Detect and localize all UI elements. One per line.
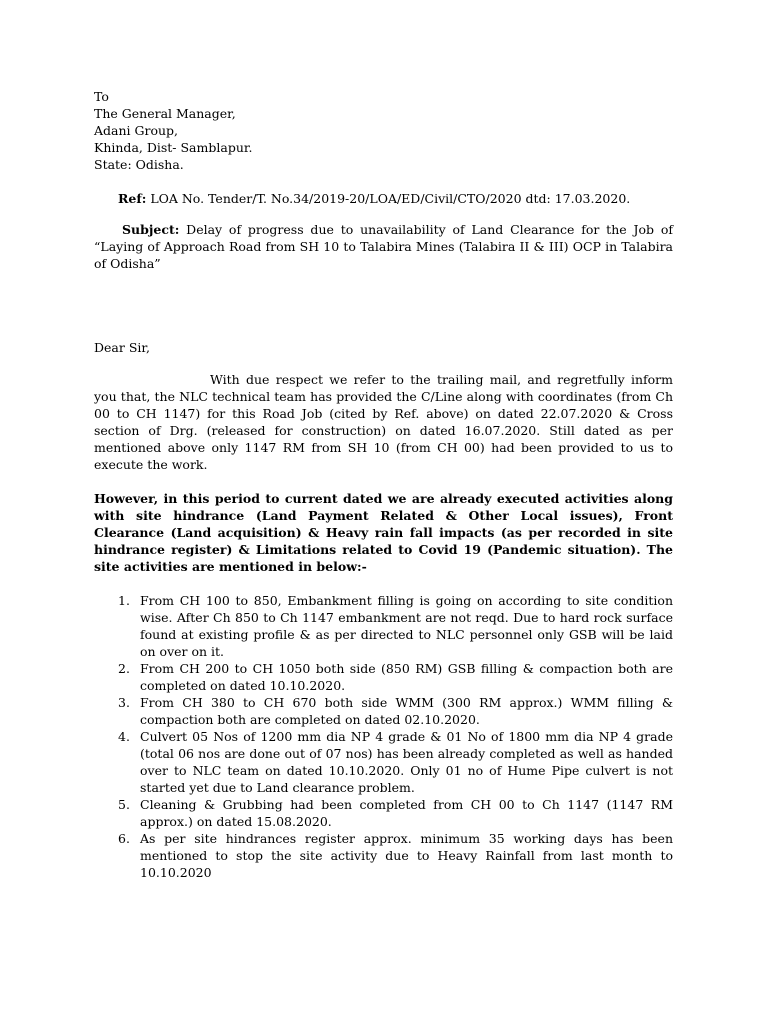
recipient-address — [94, 88, 252, 173]
subject-label: Subject: — [122, 222, 180, 237]
list-item-text: Cleaning & Grubbing had been completed from CH 00 to Ch 1147 (1147 RM approx.) on dated 15.08.2020. — [140, 797, 673, 829]
list-item-text: From CH 100 to 850, Embankment filling is going on according to site condition wise. After Ch 850 to Ch 1147 embankment are not reqd. Due to hard rock surface found at existing profile & as per directed to NLC personnel only GSB will be laid on over on it. — [140, 593, 673, 659]
list-item — [94, 728, 673, 796]
address-line-3: Khinda, Dist- Samblapur. — [94, 140, 253, 155]
list-item — [94, 830, 673, 881]
list-item-number: 4. — [118, 729, 130, 744]
reference-line — [118, 190, 630, 207]
subject-text: Delay of progress due to unavailability of Land Clearance for the Job of “Laying of Approach Road from SH 10 to Talabira Mines (Talabira II & III) OCP in Talabira of Odisha” — [94, 222, 673, 271]
list-item-text: From CH 200 to CH 1050 both side (850 RM) GSB filling & compaction both are completed on dated 10.10.2020. — [140, 661, 673, 693]
list-item-text: As per site hindrances register approx. minimum 35 working days has been mentioned to stop the site activity due to Heavy Rainfall from last month to 10.10.2020 — [140, 831, 673, 880]
list-item-text: Culvert 05 Nos of 1200 mm dia NP 4 grade & 01 No of 1800 mm dia NP 4 grade (total 06 nos are done out of 07 nos) has been already completed as well as handed over to NLC team on dated 10.10.2020. Only 01 no of Hume Pipe culvert is not started yet due to Land clearance problem. — [140, 729, 673, 795]
salutation: Dear Sir, — [94, 340, 150, 355]
body-paragraph-2: However, in this period to current dated we are already executed activities along with site hindrance (Land Payment Related & Other Local issues), Front Clearance (Land acquisition) & Heavy rain fall impacts (as per recorded in site hindrance register) & Limitations related to Covid 19 (Pandemic situation). The site activities are mentioned in below:- — [94, 491, 673, 574]
reference-label: Ref: — [118, 191, 147, 206]
body-paragraph-1 — [94, 371, 673, 473]
list-item-number: 5. — [118, 797, 130, 812]
address-to: To — [94, 89, 109, 104]
list-item-number: 1. — [118, 593, 130, 608]
list-item-text: From CH 380 to CH 670 both side WMM (300 RM approx.) WMM filling & compaction both are completed on dated 02.10.2020. — [140, 695, 673, 727]
address-line-1: The General Manager, — [94, 106, 236, 121]
list-item — [94, 592, 673, 660]
list-item — [94, 796, 673, 830]
list-item-number: 2. — [118, 661, 130, 676]
subject-block — [94, 221, 673, 272]
list-item-number: 3. — [118, 695, 130, 710]
reference-text: LOA No. Tender/T. No.34/2019-20/LOA/ED/Civil/CTO/2020 dtd: 17.03.2020. — [146, 191, 631, 206]
list-item-number: 6. — [118, 831, 130, 846]
address-line-4: State: Odisha. — [94, 157, 184, 172]
activities-list — [94, 592, 673, 881]
list-item — [94, 694, 673, 728]
address-line-2: Adani Group, — [94, 123, 179, 138]
list-item — [94, 660, 673, 694]
body-paragraph-1-text: With due respect we refer to the trailing mail, and regretfully inform you that, the NLC technical team has provided the C/Line along with coordinates (from Ch 00 to CH 1147) for this Road Job (cited by Ref. above) on dated 22.07.2020 & Cross section of Drg. (released for construction) on dated 16.07.2020. Still dated as per mentioned above only 1147 RM from SH 10 (from CH 00) had been provided to us to execute the work. — [94, 372, 673, 472]
